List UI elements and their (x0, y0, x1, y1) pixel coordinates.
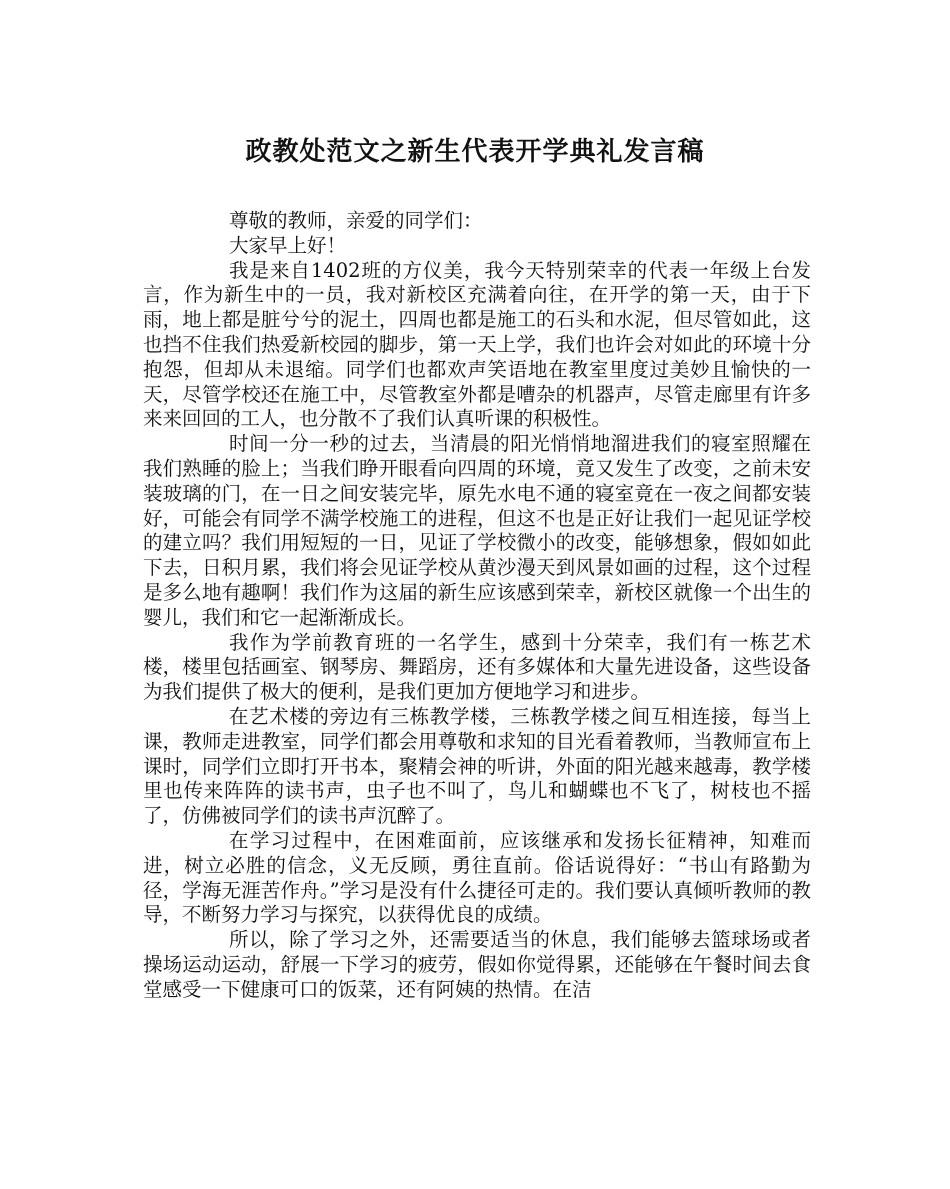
paragraph-campus-change: 时间一分一秒的过去，当清晨的阳光悄悄地溜进我们的寝室照耀在我们熟睡的脸上；当我们睁开眼看向四周的环境，竟又发生了改变，之前未安装玻璃的门，在一日之间安装完毕，原先水电不通的寝室竟在一夜之间都安装好，可能会有同学不满学校施工的进程，但这不也是正好让我们一起见证学校的建立吗？我们用短短的一日，见证了学校微小的改变，能够想象，假如如此下去，日积月累，我们将会见证学校从黄沙漫天到风景如画的过程，这个过程是多么地有趣啊！我们作为这届的新生应该感到荣幸，新校区就像一个出生的婴儿，我们和它一起渐渐成长。 (143, 432, 811, 629)
paragraph-study-spirit: 在学习过程中，在困难面前，应该继承和发扬长征精神，知难而进，树立必胜的信念，义无反顾，勇往直前。俗话说得好：“书山有路勤为径，学海无涯苦作舟。”学习是没有什么捷径可走的。我们要认真倾听教师的教导，不断努力学习与探究，以获得优良的成绩。 (143, 828, 811, 927)
paragraph-introduction: 我是来自1402班的方仪美，我今天特别荣幸的代表一年级上台发言，作为新生中的一员，我对新校区充满着向往，在开学的第一天，由于下雨，地上都是脏兮兮的泥土，四周也都是施工的石头和水泥，但尽管如此，这也挡不住我们热爱新校园的脚步，第一天上学，我们也许会对如此的环境十分抱怨，但却从未退缩。同学们也都欢声笑语地在教室里度过美妙且愉快的一天，尽管学校还在施工中，尽管教室外都是嘈杂的机器声，尽管走廊里有许多来来回回的工人，也分散不了我们认真听课的积极性。 (143, 258, 811, 431)
paragraph-art-building: 我作为学前教育班的一名学生，感到十分荣幸，我们有一栋艺术楼，楼里包括画室、钢琴房、舞蹈房，还有多媒体和大量先进设备，这些设备为我们提供了极大的便利，是我们更加方便地学习和进步。 (143, 630, 811, 704)
paragraph-greeting: 大家早上好！ (229, 233, 347, 257)
paragraph-rest: 所以，除了学习之外，还需要适当的休息，我们能够去篮球场或者操场运动运动，舒展一下学习的疲劳，假如你觉得累，还能够在午餐时间去食堂感受一下健康可口的饭菜，还有阿姨的热情。在洁 (143, 928, 811, 1001)
document-title: 政教处范文之新生代表开学典礼发言稿 (245, 137, 705, 167)
paragraph-teaching-buildings: 在艺术楼的旁边有三栋教学楼，三栋教学楼之间互相连接，每当上课，教师走进教室，同学们都会用尊敬和求知的目光看着教师，当教师宣布上课时，同学们立即打开书本，聚精会神的听讲，外面的阳光越来越毒，教学楼里也传来阵阵的读书声，虫子也不叫了，鸟儿和蝴蝶也不飞了，树枝也不摇了，仿佛被同学们的读书声沉醉了。 (143, 704, 811, 828)
paragraph-salutation: 尊敬的教师，亲爱的同学们： (229, 209, 483, 232)
document-body (143, 209, 811, 1003)
